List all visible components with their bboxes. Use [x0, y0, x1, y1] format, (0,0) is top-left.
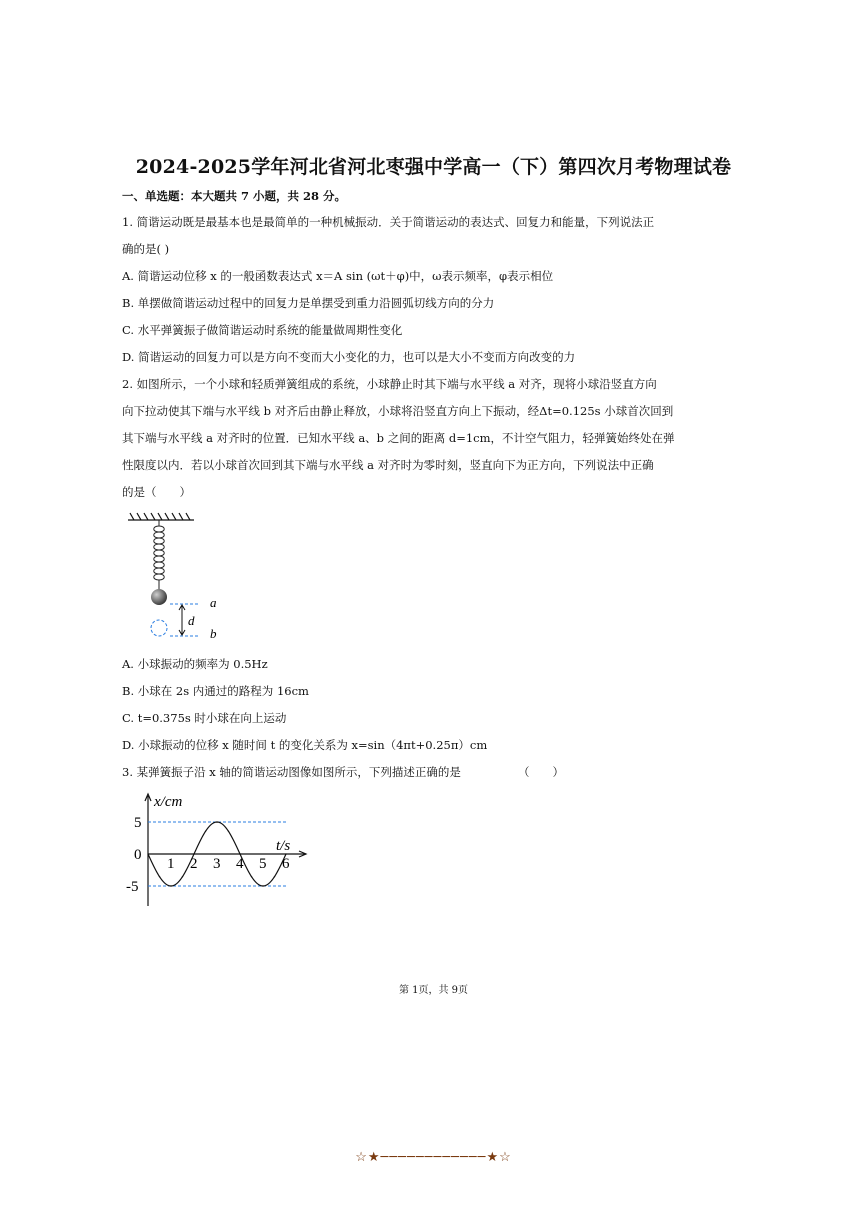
footer-decoration: ☆★────────────★☆	[355, 1150, 512, 1165]
x-tick-label: 3	[213, 856, 221, 872]
q2-stem-line2: 向下拉动使其下端与水平线 b 对齐后由静止释放，小球将沿竖直方向上下振动，经Δt=0.125s 小球首次回到	[122, 404, 674, 418]
label-d: d	[188, 613, 195, 628]
q1-option-b: B. 单摆做简谐运动过程中的回复力是单摆受到重力沿圆弧切线方向的分力	[122, 296, 495, 310]
q2-stem-line1: 2. 如图所示，一个小球和轻质弹簧组成的系统，小球静止时其下端与水平线 a 对齐，现将小球沿竖直方向	[122, 377, 657, 391]
ceiling-hatch	[128, 513, 194, 520]
spring-ball-figure	[120, 510, 230, 645]
spring-coil	[154, 520, 165, 590]
y-tick-label: 5	[134, 815, 142, 831]
x-tick-label: 2	[190, 856, 198, 872]
page-footer: 第 1页，共 9页	[398, 985, 469, 996]
x-axis-label: t/s	[276, 838, 291, 854]
q2-option-c: C. t=0.375s 时小球在向上运动	[122, 711, 287, 725]
q2-option-d: D. 小球振动的位移 x 随时间 t 的变化关系为 x=sin（4πt+0.25π）cm	[122, 738, 488, 752]
exam-title: 2024-2025学年河北省河北枣强中学高一（下）第四次月考物理试卷	[135, 156, 732, 178]
x-tick-label: 5	[259, 856, 267, 872]
data-point	[239, 853, 240, 854]
x-tick-label: 6	[282, 856, 290, 872]
q1-option-d: D. 简谐运动的回复力可以是方向不变而大小变化的力，也可以是大小不变而方向改变的力	[122, 350, 576, 364]
q2-stem-line4: 性限度以内．若以小球首次回到其下端与水平线 a 对齐时为零时刻，竖直向下为正方向，下列说法中正确	[122, 458, 654, 472]
q2-option-a: A. 小球振动的频率为 0.5Hz	[122, 657, 268, 671]
data-point	[274, 876, 275, 877]
data-point	[147, 853, 148, 854]
data-point	[182, 876, 183, 877]
ball	[151, 589, 167, 605]
x-tick-label: 4	[236, 856, 244, 872]
data-point	[228, 831, 229, 832]
x-tick-label: 1	[167, 856, 175, 872]
data-point	[251, 876, 252, 877]
data-point	[262, 885, 263, 886]
data-point	[193, 853, 194, 854]
displacement-time-chart	[120, 788, 340, 913]
y-tick-label: 0	[134, 847, 142, 863]
q2-stem-line5: 的是（ ）	[122, 485, 191, 499]
label-a: a	[210, 595, 217, 610]
q1-stem-line1: 1. 简谐运动既是最基本也是最简单的一种机械振动．关于简谐运动的表达式、回复力和能量，下列说法正	[122, 215, 655, 229]
data-point	[216, 821, 217, 822]
ball-dashed-position	[151, 620, 167, 636]
y-tick-label: -5	[126, 879, 139, 895]
q1-option-a: A. 简谐运动位移 x 的一般函数表达式 x＝A sin (ωt＋φ)中，ω表示频率，φ表示相位	[122, 269, 554, 283]
data-point	[205, 831, 206, 832]
q1-stem-line2: 确的是( )	[122, 242, 170, 256]
section-heading: 一、单选题：本大题共 7 小题，共 28 分。	[122, 189, 347, 203]
q3-stem: 3. 某弹簧振子沿 x 轴的简谐运动图像如图所示，下列描述正确的是	[122, 765, 461, 779]
q2-option-b: B. 小球在 2s 内通过的路程为 16cm	[122, 684, 309, 698]
y-axis-label: x/cm	[154, 794, 183, 810]
data-point	[170, 885, 171, 886]
q1-option-c: C. 水平弹簧振子做简谐运动时系统的能量做周期性变化	[122, 323, 403, 337]
q3-answer-paren: （ ）	[518, 765, 564, 779]
label-b: b	[210, 626, 217, 641]
q2-stem-line3: 其下端与水平线 a 对齐时的位置．已知水平线 a、b 之间的距离 d=1cm，不计空气阻力，轻弹簧始终处在弹	[122, 431, 675, 445]
data-point	[159, 876, 160, 877]
